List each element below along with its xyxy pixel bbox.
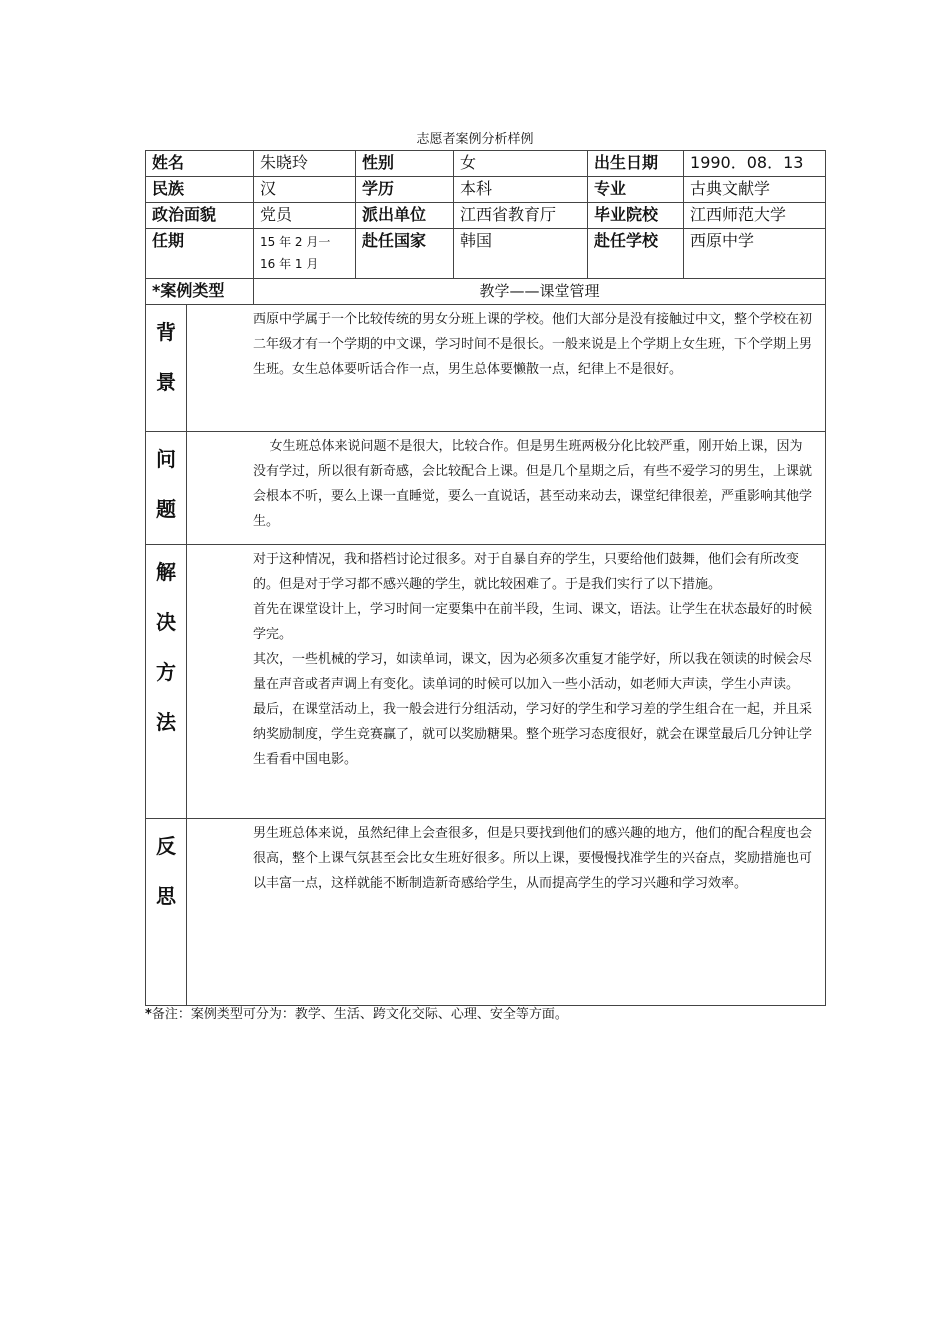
case-type-row bbox=[146, 279, 826, 305]
solution-paragraph: 对于这种情况，我和搭档讨论过很多。对于自暴自弃的学生，只要给他们鼓舞，他们会有所改变的。但是对于学习都不感兴趣的学生，就比较困难了。于是我们实行了以下措施。 bbox=[253, 552, 800, 592]
country-label: 赴任国家 bbox=[356, 229, 454, 279]
solution-heading-char-2: 决 bbox=[156, 610, 176, 634]
country-value: 韩国 bbox=[454, 229, 588, 279]
political-value: 党员 bbox=[254, 203, 356, 229]
solution-paragraph: 其次，一些机械的学习，如读单词，课文，因为必须多次重复才能学好，所以我在领读的时候会尽量在声音或者声调上有变化。读单词的时候可以加入一些小活动，如老师大声读，学生小声读。 bbox=[253, 652, 813, 692]
school-label: 毕业院校 bbox=[588, 203, 684, 229]
background-heading-char-1: 背 bbox=[156, 320, 176, 344]
solution-paragraph: 首先在课堂设计上，学习时间一定要集中在前半段，生词、课文，语法。让学生在状态最好的时候学完。 bbox=[253, 602, 813, 642]
name-value: 朱晓玲 bbox=[254, 151, 356, 177]
solution-heading-char-3: 方 bbox=[156, 660, 176, 684]
problem-heading-char-1: 问 bbox=[156, 447, 176, 471]
solution-body bbox=[187, 545, 826, 819]
background-section bbox=[146, 305, 826, 432]
political-label: 政治面貌 bbox=[146, 203, 254, 229]
gender-value: 女 bbox=[454, 151, 588, 177]
solution-heading-char-1: 解 bbox=[156, 560, 176, 584]
background-heading-char-2: 景 bbox=[156, 370, 176, 394]
problem-paragraph: 女生班总体来说问题不是很大，比较合作。但是男生班两极分化比较严重，刚开始上课，因为没有学过，所以很有新奇感，会比较配合上课。但是几个星期之后，有些不爱学习的男生，上课就会根本不听，要么上课一直睡觉，要么一直说话，甚至动来动去，课堂纪律很差，严重影响其他学生。 bbox=[253, 439, 813, 529]
term-label: 任期 bbox=[146, 229, 254, 279]
ethnic-label: 民族 bbox=[146, 177, 254, 203]
footnote-star: * bbox=[145, 1007, 152, 1022]
reflection-paragraph: 男生班总体来说，虽然纪律上会查很多，但是只要找到他们的感兴趣的地方，他们的配合程度也会很高，整个上课气氛甚至会比女生班好很多。所以上课，要慢慢找准学生的兴奋点，奖励措施也可以丰富一点，这样就能不断制造新奇感给学生，从而提高学生的学习兴趣和学习效率。 bbox=[253, 826, 813, 891]
reflection-heading-char-1: 反 bbox=[156, 834, 176, 858]
problem-heading-char-2: 题 bbox=[156, 497, 176, 521]
background-heading bbox=[146, 305, 187, 432]
reflection-heading-char-2: 思 bbox=[156, 884, 176, 908]
page-title: 志愿者案例分析样例 bbox=[416, 132, 534, 147]
solution-section bbox=[146, 545, 826, 819]
edu-label: 学历 bbox=[356, 177, 454, 203]
info-row-3 bbox=[146, 203, 826, 229]
major-value: 古典文献学 bbox=[684, 177, 826, 203]
solution-paragraph: 最后，在课堂活动上，我一般会进行分组活动，学习好的学生和学习差的学生组合在一起，并且采纳奖励制度，学生竞赛赢了，就可以奖励糖果。整个班学习态度很好，就会在课堂最后几分钟让学生看看中国电影。 bbox=[253, 702, 813, 767]
dispatch-value: 江西省教育厅 bbox=[454, 203, 588, 229]
background-body bbox=[187, 305, 826, 432]
info-row-1 bbox=[146, 151, 826, 177]
solution-heading-char-4: 法 bbox=[156, 710, 176, 734]
term-line-1: 15 年 2 月一 bbox=[260, 235, 331, 249]
school-value: 江西师范大学 bbox=[684, 203, 826, 229]
major-label: 专业 bbox=[588, 177, 684, 203]
problem-section bbox=[146, 432, 826, 545]
problem-body bbox=[187, 432, 826, 545]
post-school-value: 西原中学 bbox=[684, 229, 826, 279]
post-school-label: 赴任学校 bbox=[588, 229, 684, 279]
case-form-table bbox=[145, 150, 826, 1006]
footnote bbox=[145, 1003, 568, 1022]
birth-label: 出生日期 bbox=[588, 151, 684, 177]
footnote-text: 备注：案例类型可分为：教学、生活、跨文化交际、心理、安全等方面。 bbox=[151, 1007, 568, 1022]
term-value bbox=[254, 229, 356, 279]
name-label: 姓名 bbox=[146, 151, 254, 177]
info-row-4 bbox=[146, 229, 826, 279]
case-type-label: *案例类型 bbox=[146, 279, 254, 305]
ethnic-value: 汉 bbox=[254, 177, 356, 203]
info-row-2 bbox=[146, 177, 826, 203]
birth-value: 1990．08．13 bbox=[684, 151, 826, 177]
solution-heading bbox=[146, 545, 187, 819]
background-paragraph: 西原中学属于一个比较传统的男女分班上课的学校。他们大部分是没有接触过中文，整个学校在初二年级才有一个学期的中文课，学习时间不是很长。一般来说是上个学期上女生班，下个学期上男生班。女生总体要听话合作一点，男生总体要懒散一点，纪律上不是很好。 bbox=[253, 312, 813, 377]
problem-heading bbox=[146, 432, 187, 545]
reflection-section bbox=[146, 819, 826, 1006]
term-line-2: 16 年 1 月 bbox=[260, 257, 319, 271]
reflection-body bbox=[187, 819, 826, 1006]
edu-value: 本科 bbox=[454, 177, 588, 203]
reflection-heading bbox=[146, 819, 187, 1006]
dispatch-label: 派出单位 bbox=[356, 203, 454, 229]
gender-label: 性别 bbox=[356, 151, 454, 177]
case-type-value: 教学——课堂管理 bbox=[254, 279, 826, 305]
